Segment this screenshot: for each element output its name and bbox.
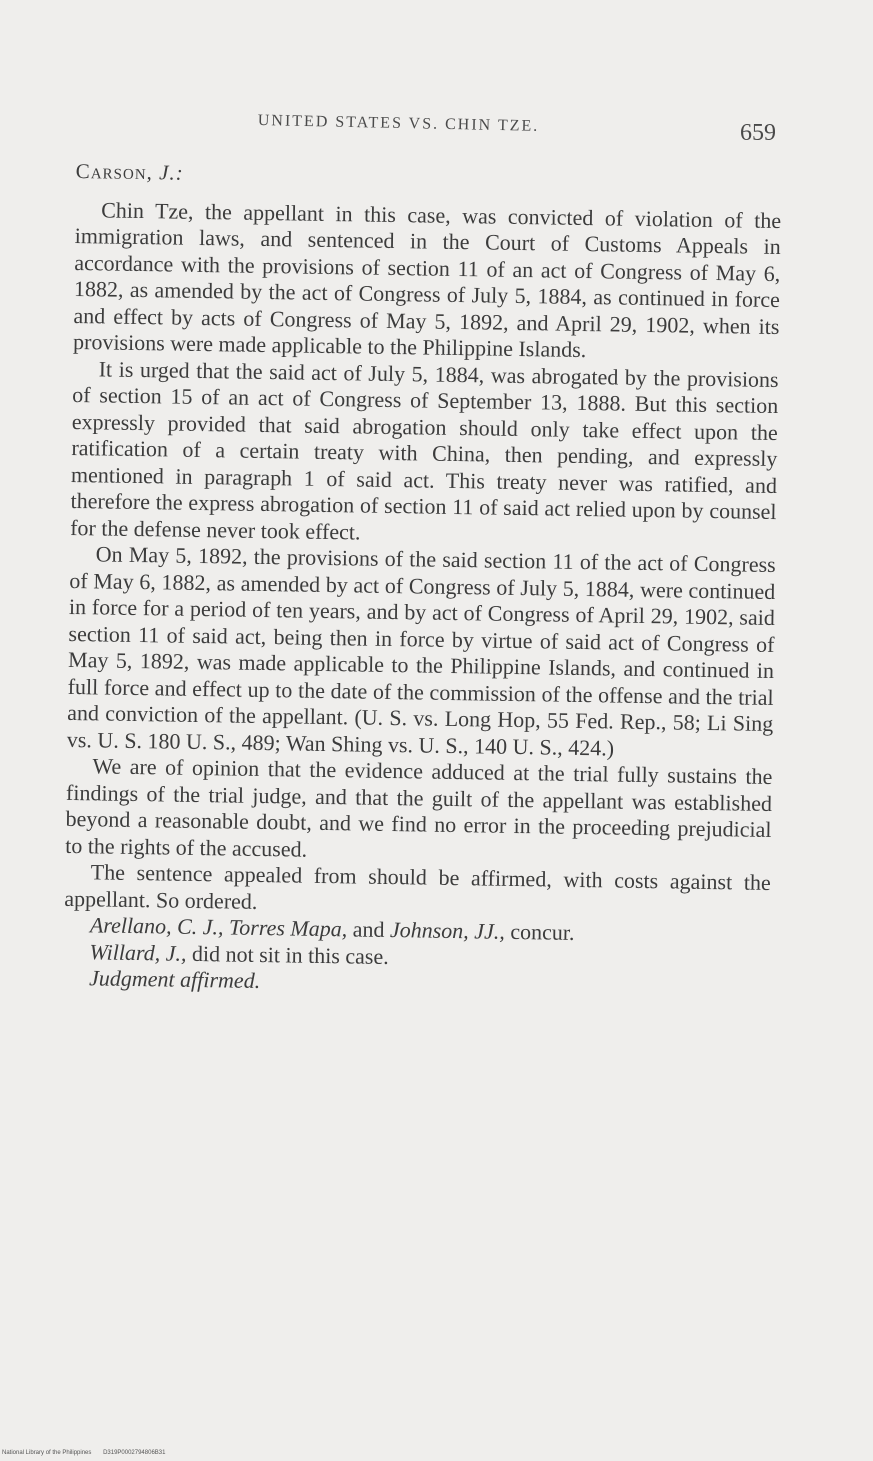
footer-code: D319P0002794806B31 xyxy=(103,1450,166,1456)
willard-tail: did not sit in this case. xyxy=(186,940,389,969)
willard-name: Willard, J., xyxy=(89,938,187,966)
paragraph-3: On May 5, 1892, the provisions of the said section 11 of the act of Congress of May 6, 1882, as amended by act of Congress of July 5, 1884, were continued in force for a period of ten years, and by act of Congress of April 29, 1902, said section 11 of said act, being then in force by virtue of said act of Congress of May 5, 1892, was made applicable to the Philippine Islands, and continued in full force and effect up to the date of the commission of the offense and the trial and conviction of the appellant. (U. S. vs. Long Hop, 55 Fed. Rep., 58; Li Sing vs. U. S. 180 U. S., 489; Wan Shing vs. U. S., 140 U. S., 424.) xyxy=(66,541,776,761)
paragraph-2: It is urged that the said act of July 5, 1884, was abrogated by the provisions of section 15 of an act of Congress of September 13, 1888. But this section expressly provided that said abrogation should only take effect upon the ratification of a certain treaty with China, then pending, and expressly mentioned in paragraph 1 of said act. This treaty never was ratified, and therefore the express abrogation of section 11 of said act relied upon by counsel for the defense never took effect. xyxy=(70,355,779,545)
scan-footer xyxy=(2,1450,175,1456)
paragraph-5: The sentence appealed from should be affirmed, with costs against the appellant. So ordered. xyxy=(64,859,771,914)
opinion-body xyxy=(63,158,782,1002)
concurrence-tail: concur. xyxy=(504,918,575,945)
concurrence-and: and xyxy=(347,916,391,943)
judgment-text: Judgment affirmed. xyxy=(88,965,261,993)
author-name: Carson xyxy=(75,158,147,185)
author-suffix: , J.: xyxy=(146,160,184,185)
opinion-author xyxy=(76,158,782,196)
page-number: 659 xyxy=(740,120,776,146)
concurring-johnson: Johnson, JJ., xyxy=(389,917,506,944)
running-head: UNITED STATES VS. CHIN TZE. xyxy=(257,112,540,135)
concurring-justices: Arellano, C. J., Torres Mapa, xyxy=(89,912,348,942)
footer-library: National Library of the Philippines xyxy=(2,1450,92,1456)
paragraph-1: Chin Tze, the appellant in this case, was convicted of violation of the immigration laws, and sentenced in the Court of Customs Appeals in accordance with the provisions of section 11 of an act of Congress of May 6, 1882, as amended by the act of Congress of July 5, 1884, as continued in force and effect by acts of Congress of May 5, 1892, and April 29, 1902, when its provisions were made applicable to the Philippine Islands. xyxy=(72,196,782,363)
paragraph-4: We are of opinion that the evidence adduced at the trial fully sustains the findings of the trial judge, and that the guilt of the appellant was established beyond a reasonable doubt, and we find no error in the proceeding prejudicial to the rights of the accused. xyxy=(65,753,773,862)
